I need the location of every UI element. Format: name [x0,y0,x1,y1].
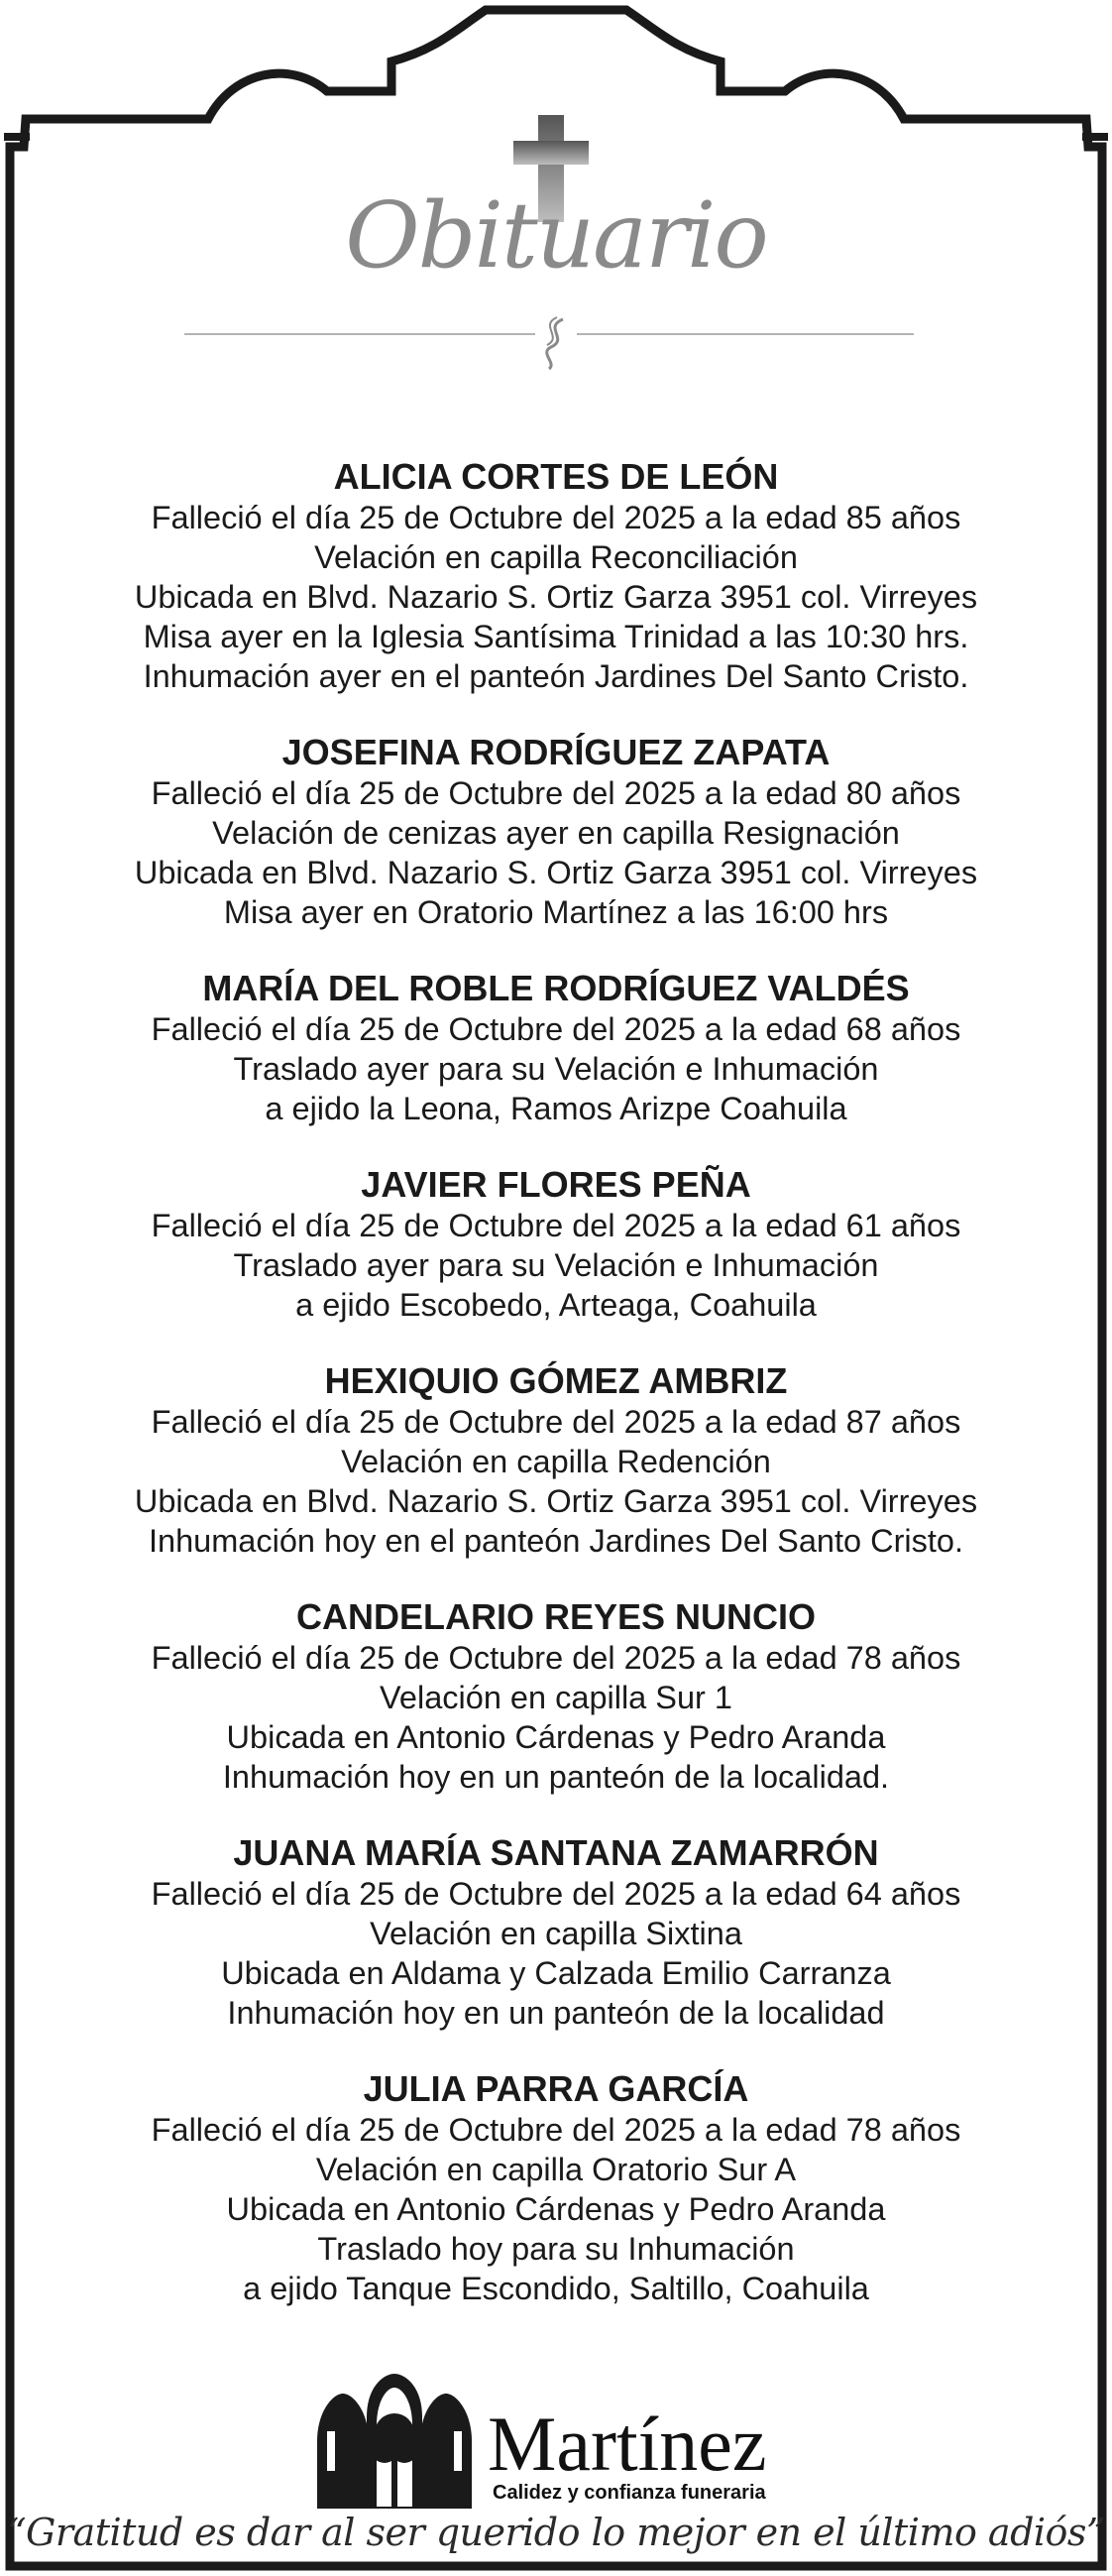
obituary-entry [59,1832,1053,2033]
flourish-icon [535,313,577,373]
obituary-entry [59,1360,1053,1561]
obituary-entry [59,732,1053,932]
obituary-detail-line: Ubicada en Blvd. Nazario S. Ortiz Garza 3951 col. Virreyes [134,579,978,615]
obituary-detail-line: Falleció el día 25 de Octubre del 2025 a la edad 61 años [151,1208,961,1243]
obituary-detail-line: Inhumación hoy en un panteón de la localidad. [222,1759,890,1795]
obituary-list [59,456,1053,2344]
obituary-detail-line: Inhumación hoy en el panteón Jardines Del Santo Cristo. [148,1523,964,1559]
obituary-detail-line: a ejido Escobedo, Arteaga, Coahuila [295,1287,817,1323]
deceased-name: JUANA MARÍA SANTANA ZAMARRÓN [233,1832,879,1873]
footer-quote: “Gratitud es dar al ser querido lo mejor en el último adiós” [7,2511,1105,2554]
obituary-detail-line: Traslado ayer para su Velación e Inhumación [233,1247,879,1283]
obituary-detail-line: Misa ayer en la Iglesia Santísima Trinidad a las 10:30 hrs. [143,619,969,654]
deceased-name: JOSEFINA RODRÍGUEZ ZAPATA [281,732,831,772]
obituary-detail-line: Ubicada en Blvd. Nazario S. Ortiz Garza 3951 col. Virreyes [134,855,978,890]
obituary-detail-line: Falleció el día 25 de Octubre del 2025 a la edad 87 años [151,1404,961,1440]
obituary-detail-line: Falleció el día 25 de Octubre del 2025 a la edad 85 años [151,500,961,535]
deceased-name: JAVIER FLORES PEÑA [361,1164,751,1205]
obituary-detail-line: Velación de cenizas ayer en capilla Resignación [212,815,900,851]
obituary-detail-line: Falleció el día 25 de Octubre del 2025 a la edad 64 años [151,1876,961,1912]
obituary-entry [59,1596,1053,1797]
deceased-name: HEXIQUIO GÓMEZ AMBRIZ [324,1360,788,1401]
obituary-entry [59,456,1053,696]
obituary-detail-line: Ubicada en Blvd. Nazario S. Ortiz Garza 3951 col. Virreyes [134,1483,978,1519]
obituary-detail-line: a ejido Tanque Escondido, Saltillo, Coahuila [243,2271,869,2306]
deceased-name: CANDELARIO REYES NUNCIO [295,1596,817,1637]
obituary-detail-line: a ejido la Leona, Ramos Arizpe Coahuila [265,1091,847,1126]
page-title: Obituario [345,182,767,289]
deceased-name: MARÍA DEL ROBLE RODRÍGUEZ VALDÉS [202,968,910,1008]
obituary-detail-line: Traslado ayer para su Velación e Inhumación [233,1051,879,1087]
obituary-detail-line: Inhumación ayer en el panteón Jardines Del Santo Cristo. [143,658,969,694]
obituary-detail-line: Falleció el día 25 de Octubre del 2025 a la edad 78 años [151,2112,961,2148]
obituary-detail-line: Ubicada en Antonio Cárdenas y Pedro Aranda [226,2191,886,2227]
deceased-name: JULIA PARRA GARCÍA [363,2068,749,2109]
obituary-detail-line: Inhumación hoy en un panteón de la localidad [227,1995,885,2031]
obituary-detail-line: Falleció el día 25 de Octubre del 2025 a la edad 68 años [151,1011,961,1047]
obituary-detail-line: Traslado hoy para su Inhumación [317,2231,795,2267]
obituary-detail-line: Falleció el día 25 de Octubre del 2025 a la edad 80 años [151,775,961,811]
obituary-detail-line: Velación en capilla Sur 1 [380,1680,732,1715]
brand-name: Martínez [488,2400,767,2487]
obituary-detail-line: Misa ayer en Oratorio Martínez a las 16:00 hrs [223,894,889,930]
chapel-tree-logo-icon [315,2372,474,2509]
obituary-detail-line: Velación en capilla Sixtina [370,1916,742,1951]
brand-tagline: Calidez y confianza funeraria [493,2482,766,2504]
obituary-detail-line: Velación en capilla Redención [341,1444,771,1479]
obituary-detail-line: Velación en capilla Reconciliación [314,539,798,575]
obituary-detail-line: Ubicada en Aldama y Calzada Emilio Carranza [221,1955,891,1991]
obituary-entry [59,2068,1053,2308]
obituary-entry [59,968,1053,1128]
obituary-detail-line: Falleció el día 25 de Octubre del 2025 a la edad 78 años [151,1640,961,1676]
obituary-detail-line: Velación en capilla Oratorio Sur A [315,2152,797,2187]
obituary-detail-line: Ubicada en Antonio Cárdenas y Pedro Aranda [226,1719,886,1755]
deceased-name: ALICIA CORTES DE LEÓN [333,456,779,497]
obituary-entry [59,1164,1053,1325]
